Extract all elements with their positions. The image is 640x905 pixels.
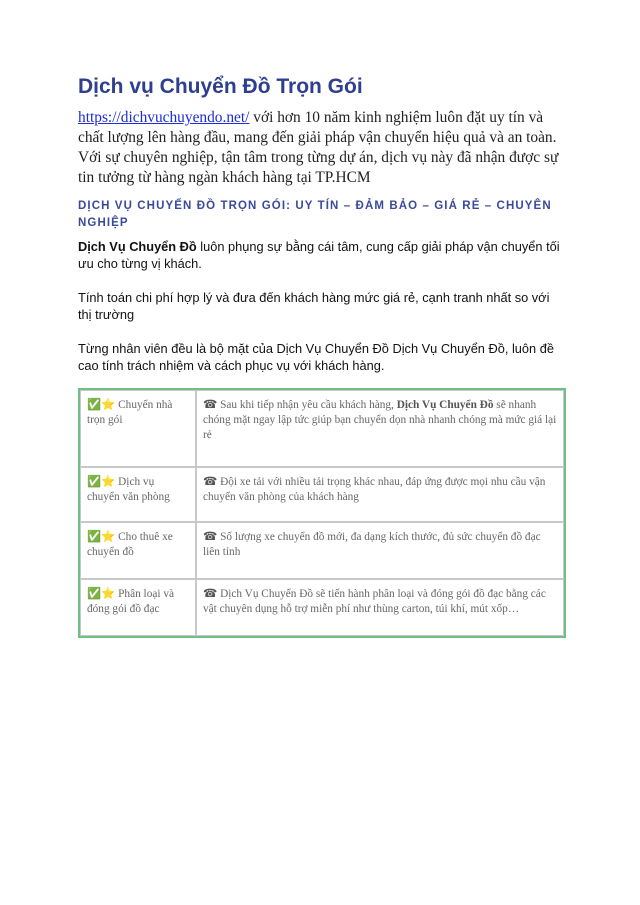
service-desc-cell: ☎ Dịch Vụ Chuyển Đồ sẽ tiến hành phân loại và đóng gói đồ đạc bằng các vật chuyên dụng hỗ trợ miễn phí như thùng carton, túi khí, mút xốp… [196,579,564,636]
section-heading: DỊCH VỤ CHUYỂN ĐỒ TRỌN GÓI: UY TÍN – ĐẢM BẢO – GIÁ RẺ – CHUYÊN NGHIỆP [78,200,552,229]
service-desc-cell: ☎ Số lượng xe chuyển đồ mới, đa dạng kích thước, đủ sức chuyển đồ đạc liên tỉnh [196,522,564,579]
service-name-cell: ✅⭐ Chuyển nhà trọn gói [80,390,196,467]
check-star-icon: ✅⭐ [87,531,116,543]
table-row [80,579,564,636]
brand-name: Dịch Vụ Chuyển Đồ [78,239,197,254]
phone-icon: ☎ [203,399,218,411]
paragraph-2: Tính toán chi phí hợp lý và đưa đến khách hàng mức giá rẻ, cạnh tranh nhất so với thị trường [78,290,550,322]
table-row [80,522,564,579]
intro-paragraph [78,108,562,188]
paragraph-1 [78,238,562,272]
table-row [80,467,564,522]
check-star-icon: ✅⭐ [87,399,116,411]
service-name-cell: ✅⭐ Dịch vụ chuyển văn phòng [80,467,196,522]
paragraph-1-text: luôn phụng sự bằng cái tâm, cung cấp giải pháp vận chuyển tối ưu cho từng vị khách. [78,239,560,271]
paragraph-3: Từng nhân viên đều là bộ mặt của Dịch Vụ Chuyển Đồ Dịch Vụ Chuyển Đồ, luôn đề cao tính trách nhiệm và cách phục vụ với khách hàng. [78,341,554,373]
intro-text: với hơn 10 năm kinh nghiệm luôn đặt uy tín và chất lượng lên hàng đầu, mang đến giải pháp vận chuyển hiệu quả và an toàn. Với sự chuyên nghiệp, tận tâm trong từng dự án, dịch vụ này đã nhận được sự tin tưởng từ hàng ngàn khách hàng tại TP.HCM [78,109,559,186]
services-table [78,388,566,638]
service-desc-cell: ☎ Đội xe tải với nhiều tải trọng khác nhau, đáp ứng được mọi nhu cầu vận chuyển văn phòng của khách hàng [196,467,564,522]
service-name-cell: ✅⭐ Cho thuê xe chuyển đồ [80,522,196,579]
table-row [80,390,564,467]
phone-icon: ☎ [203,531,218,543]
document-page [78,74,562,638]
page-title: Dịch vụ Chuyển Đồ Trọn Gói [78,75,363,98]
service-desc-cell: ☎ Sau khi tiếp nhận yêu cầu khách hàng, Dịch Vụ Chuyển Đồ sẽ nhanh chóng mặt ngay lập tức giúp bạn chuyển dọn nhà nhanh chóng mà mức giá lại rẻ [196,390,564,467]
service-name-cell: ✅⭐ Phân loại và đóng gói đồ đạc [80,579,196,636]
check-star-icon: ✅⭐ [87,588,116,600]
phone-icon: ☎ [203,476,218,488]
check-star-icon: ✅⭐ [87,476,116,488]
website-link[interactable]: https://dichvuchuyendo.net/ [78,109,250,126]
phone-icon: ☎ [203,588,218,600]
